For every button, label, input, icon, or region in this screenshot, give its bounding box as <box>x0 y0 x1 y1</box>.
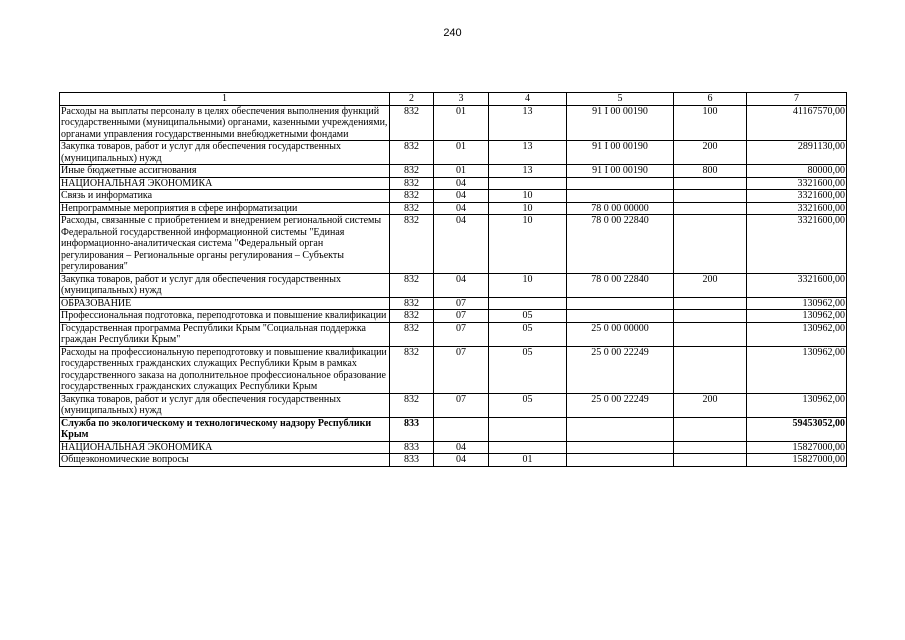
table-row <box>60 190 847 203</box>
row-subsection-cell: 05 <box>489 310 567 323</box>
table-row <box>60 141 847 165</box>
row-subsection-cell: 13 <box>489 165 567 178</box>
row-subsection-cell: 13 <box>489 105 567 141</box>
row-sum-cell: 130962,00 <box>747 346 847 393</box>
row-code-cell: 832 <box>390 393 434 417</box>
row-name-cell: Расходы на профессиональную переподготовку и повышение квалификации государственных гражданских служащих Республики Крым в рамках государственного заказа на дополнительное профессиональное образование государственных гражданских служащих Республики Крым <box>60 346 390 393</box>
row-subsection-cell: 05 <box>489 346 567 393</box>
table-row <box>60 215 847 274</box>
row-name-cell: Общеэкономические вопросы <box>60 454 390 467</box>
row-code-cell: 833 <box>390 441 434 454</box>
row-subsection-cell: 10 <box>489 273 567 297</box>
row-type-cell <box>674 417 747 441</box>
row-code-cell: 832 <box>390 346 434 393</box>
table-row <box>60 310 847 323</box>
row-name-cell: Государственная программа Республики Крым "Социальная поддержка граждан Республики Крым" <box>60 322 390 346</box>
table-body <box>60 105 847 466</box>
row-sum-cell: 59453052,00 <box>747 417 847 441</box>
header-cell: 5 <box>567 93 674 106</box>
row-code-cell: 832 <box>390 322 434 346</box>
row-target-cell <box>567 417 674 441</box>
row-name-cell: Служба по экологическому и технологическому надзору Республики Крым <box>60 417 390 441</box>
row-name-cell: Профессиональная подготовка, переподготовка и повышение квалификации <box>60 310 390 323</box>
row-target-cell <box>567 441 674 454</box>
row-target-cell: 91 I 00 00190 <box>567 105 674 141</box>
row-section-cell: 04 <box>434 177 489 190</box>
row-subsection-cell: 05 <box>489 393 567 417</box>
row-type-cell <box>674 346 747 393</box>
row-subsection-cell: 10 <box>489 215 567 274</box>
header-cell: 2 <box>390 93 434 106</box>
row-type-cell <box>674 454 747 467</box>
row-target-cell <box>567 310 674 323</box>
row-sum-cell: 130962,00 <box>747 322 847 346</box>
header-cell: 3 <box>434 93 489 106</box>
table-row <box>60 177 847 190</box>
row-code-cell: 832 <box>390 297 434 310</box>
budget-table <box>59 92 847 467</box>
row-type-cell <box>674 322 747 346</box>
row-target-cell <box>567 297 674 310</box>
table-row <box>60 297 847 310</box>
row-name-cell: ОБРАЗОВАНИЕ <box>60 297 390 310</box>
row-section-cell: 07 <box>434 310 489 323</box>
row-subsection-cell <box>489 417 567 441</box>
row-type-cell <box>674 441 747 454</box>
row-name-cell: Иные бюджетные ассигнования <box>60 165 390 178</box>
row-type-cell <box>674 202 747 215</box>
row-target-cell: 25 0 00 22249 <box>567 393 674 417</box>
row-name-cell: Закупка товаров, работ и услуг для обеспечения государственных (муниципальных) нужд <box>60 141 390 165</box>
row-subsection-cell: 13 <box>489 141 567 165</box>
table-row <box>60 393 847 417</box>
row-section-cell: 01 <box>434 165 489 178</box>
row-type-cell: 800 <box>674 165 747 178</box>
row-target-cell: 25 0 00 22249 <box>567 346 674 393</box>
row-section-cell <box>434 417 489 441</box>
row-section-cell: 07 <box>434 393 489 417</box>
row-section-cell: 04 <box>434 202 489 215</box>
row-code-cell: 832 <box>390 105 434 141</box>
row-target-cell <box>567 454 674 467</box>
row-section-cell: 07 <box>434 346 489 393</box>
row-subsection-cell: 10 <box>489 202 567 215</box>
row-code-cell: 832 <box>390 215 434 274</box>
row-target-cell: 78 0 00 00000 <box>567 202 674 215</box>
row-name-cell: НАЦИОНАЛЬНАЯ ЭКОНОМИКА <box>60 177 390 190</box>
row-code-cell: 832 <box>390 165 434 178</box>
table-header-row <box>60 93 847 106</box>
row-name-cell: Связь и информатика <box>60 190 390 203</box>
header-cell: 7 <box>747 93 847 106</box>
table-row <box>60 417 847 441</box>
row-sum-cell: 41167570,00 <box>747 105 847 141</box>
row-code-cell: 832 <box>390 177 434 190</box>
row-code-cell: 832 <box>390 273 434 297</box>
table-row <box>60 441 847 454</box>
header-cell: 4 <box>489 93 567 106</box>
header-cell: 1 <box>60 93 390 106</box>
row-sum-cell: 130962,00 <box>747 297 847 310</box>
row-section-cell: 01 <box>434 141 489 165</box>
row-sum-cell: 130962,00 <box>747 393 847 417</box>
row-type-cell: 200 <box>674 273 747 297</box>
row-name-cell: НАЦИОНАЛЬНАЯ ЭКОНОМИКА <box>60 441 390 454</box>
row-sum-cell: 15827000,00 <box>747 454 847 467</box>
row-sum-cell: 2891130,00 <box>747 141 847 165</box>
row-sum-cell: 15827000,00 <box>747 441 847 454</box>
row-name-cell: Непрограммные мероприятия в сфере информатизации <box>60 202 390 215</box>
row-target-cell: 91 I 00 00190 <box>567 165 674 178</box>
row-name-cell: Закупка товаров, работ и услуг для обеспечения государственных (муниципальных) нужд <box>60 273 390 297</box>
row-sum-cell: 80000,00 <box>747 165 847 178</box>
row-type-cell: 200 <box>674 141 747 165</box>
row-section-cell: 01 <box>434 105 489 141</box>
row-sum-cell: 3321600,00 <box>747 215 847 274</box>
row-name-cell: Расходы на выплаты персоналу в целях обеспечения выполнения функций государственными (муниципальными) органами, казенными учреждениями, органами управления государственными внебюджетными фондами <box>60 105 390 141</box>
row-sum-cell: 3321600,00 <box>747 273 847 297</box>
row-section-cell: 04 <box>434 441 489 454</box>
row-code-cell: 832 <box>390 310 434 323</box>
row-subsection-cell: 10 <box>489 190 567 203</box>
row-subsection-cell: 01 <box>489 454 567 467</box>
row-type-cell <box>674 177 747 190</box>
row-code-cell: 832 <box>390 190 434 203</box>
row-section-cell: 04 <box>434 454 489 467</box>
row-sum-cell: 3321600,00 <box>747 202 847 215</box>
row-sum-cell: 3321600,00 <box>747 177 847 190</box>
row-code-cell: 833 <box>390 454 434 467</box>
table-row <box>60 454 847 467</box>
row-section-cell: 07 <box>434 297 489 310</box>
row-code-cell: 832 <box>390 141 434 165</box>
table-row <box>60 346 847 393</box>
row-subsection-cell <box>489 441 567 454</box>
row-target-cell: 78 0 00 22840 <box>567 273 674 297</box>
row-section-cell: 04 <box>434 190 489 203</box>
row-target-cell: 78 0 00 22840 <box>567 215 674 274</box>
row-code-cell: 833 <box>390 417 434 441</box>
row-code-cell: 832 <box>390 202 434 215</box>
table-row <box>60 273 847 297</box>
row-section-cell: 04 <box>434 273 489 297</box>
row-target-cell: 91 I 00 00190 <box>567 141 674 165</box>
page-number: 240 <box>443 27 462 39</box>
row-target-cell <box>567 177 674 190</box>
row-name-cell: Расходы, связанные с приобретением и внедрением региональной системы Федеральной государственной информационной системы "Единая информационно-аналитическая система "Федеральный орган регулирования – Региональные органы регулирования – Субъекты регулирования" <box>60 215 390 274</box>
row-subsection-cell <box>489 297 567 310</box>
table-row <box>60 165 847 178</box>
row-type-cell <box>674 215 747 274</box>
table-row <box>60 105 847 141</box>
row-type-cell <box>674 310 747 323</box>
table-row <box>60 202 847 215</box>
row-target-cell <box>567 190 674 203</box>
row-subsection-cell <box>489 177 567 190</box>
row-section-cell: 07 <box>434 322 489 346</box>
row-section-cell: 04 <box>434 215 489 274</box>
row-subsection-cell: 05 <box>489 322 567 346</box>
header-cell: 6 <box>674 93 747 106</box>
row-target-cell: 25 0 00 00000 <box>567 322 674 346</box>
row-type-cell: 200 <box>674 393 747 417</box>
row-sum-cell: 3321600,00 <box>747 190 847 203</box>
row-type-cell: 100 <box>674 105 747 141</box>
row-name-cell: Закупка товаров, работ и услуг для обеспечения государственных (муниципальных) нужд <box>60 393 390 417</box>
table-row <box>60 322 847 346</box>
row-sum-cell: 130962,00 <box>747 310 847 323</box>
row-type-cell <box>674 190 747 203</box>
row-type-cell <box>674 297 747 310</box>
